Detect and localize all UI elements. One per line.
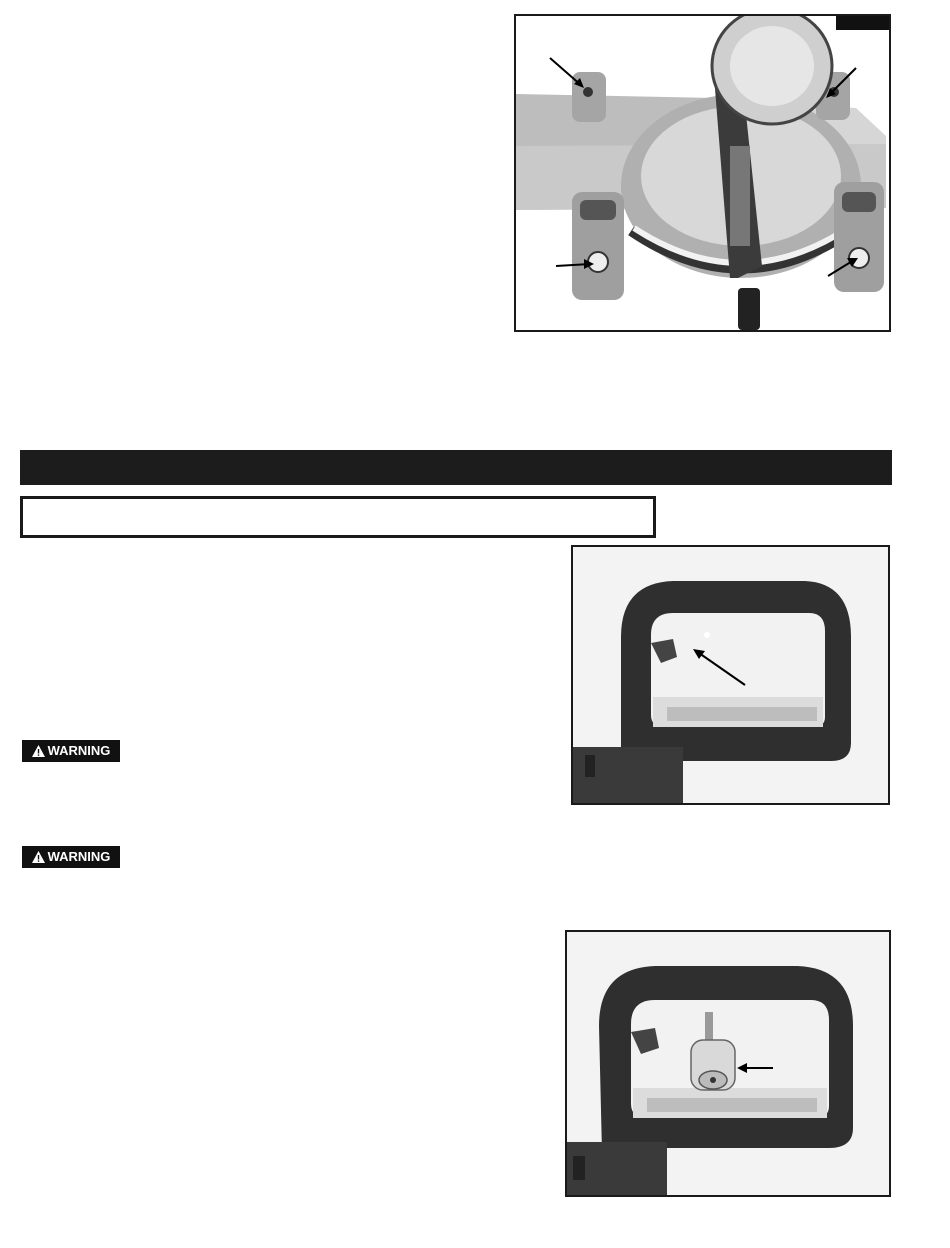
saw-base-figure <box>514 14 891 332</box>
warning-triangle-icon <box>32 851 45 863</box>
warning-triangle-icon <box>32 745 45 757</box>
handle-lock-illustration <box>567 932 889 1195</box>
section-header-bar <box>20 450 892 485</box>
warning-badge <box>22 846 120 868</box>
handle-lock-figure <box>565 930 891 1197</box>
handle-illustration <box>573 547 888 803</box>
saw-base-illustration <box>516 16 889 330</box>
handle-figure <box>571 545 890 805</box>
warning-label: WARNING <box>47 743 111 758</box>
warning-label: WARNING <box>47 849 111 864</box>
warning-badge <box>22 740 120 762</box>
subsection-header-box <box>20 496 656 538</box>
